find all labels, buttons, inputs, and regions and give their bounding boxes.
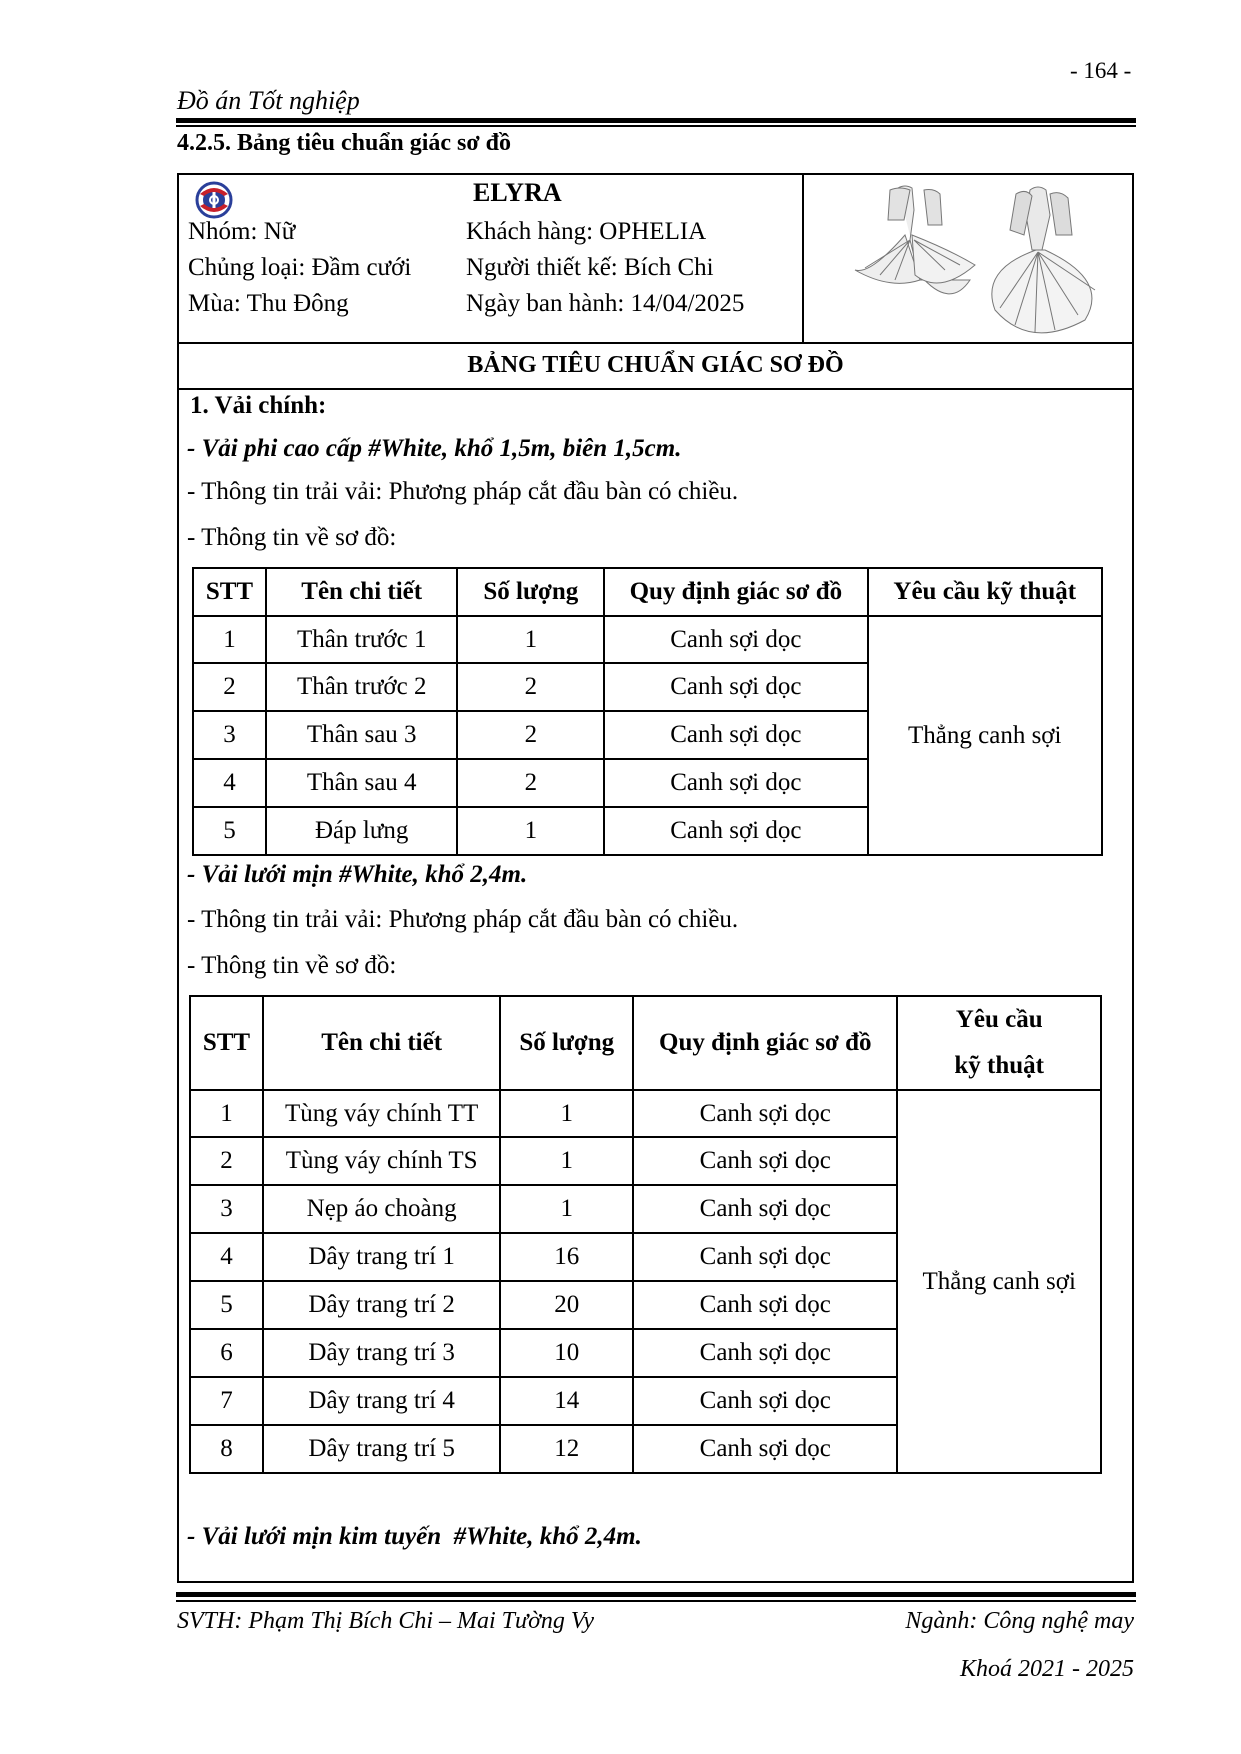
cell-marker-rule: Canh sợi dọc	[604, 663, 867, 711]
column-header-marker-rule: Quy định giác sơ đồ	[633, 996, 897, 1090]
cell-quantity: 16	[500, 1233, 633, 1281]
cell-stt: 7	[190, 1377, 263, 1425]
cell-quantity: 12	[500, 1425, 633, 1473]
page-number: - 164 -	[1070, 58, 1132, 83]
cell-marker-rule: Canh sợi dọc	[633, 1090, 897, 1137]
document-title: Đồ án Tốt nghiệp	[177, 86, 360, 115]
fabric3-title: - Vải lưới mịn kim tuyến #White, khổ 2,4m.	[187, 1523, 642, 1550]
cell-part-name: Dây trang trí 3	[263, 1329, 500, 1377]
field-customer: Khách hàng: OPHELIA	[466, 218, 707, 245]
field-season: Mùa: Thu Đông	[188, 290, 349, 317]
cell-quantity: 1	[500, 1185, 633, 1233]
fabric2-spread-info: - Thông tin trải vải: Phương pháp cắt đầu bàn có chiều.	[187, 906, 739, 933]
header-rule-thin	[176, 125, 1136, 127]
column-header-quantity: Số lượng	[500, 996, 633, 1090]
section-main-fabric: 1. Vải chính:	[190, 392, 327, 419]
cell-stt: 2	[190, 1137, 263, 1185]
cell-quantity: 1	[500, 1090, 633, 1137]
cell-quantity: 1	[457, 807, 604, 855]
cell-stt: 2	[193, 663, 266, 711]
cell-stt: 1	[190, 1090, 263, 1137]
column-header-stt: STT	[193, 568, 266, 616]
cell-stt: 6	[190, 1329, 263, 1377]
cell-stt: 5	[193, 807, 266, 855]
cell-marker-rule: Canh sợi dọc	[633, 1281, 897, 1329]
footer-cohort: Khoá 2021 - 2025	[960, 1656, 1134, 1682]
title-divider-horizontal	[177, 388, 1134, 390]
cell-marker-rule: Canh sợi dọc	[633, 1377, 897, 1425]
table-header-row	[193, 568, 1102, 616]
cell-requirement: Thẳng canh sợi	[897, 1090, 1101, 1473]
dress-sketch-image	[850, 180, 1130, 340]
cell-marker-rule: Canh sợi dọc	[604, 759, 867, 807]
cell-marker-rule: Canh sợi dọc	[604, 711, 867, 759]
cell-quantity: 10	[500, 1329, 633, 1377]
field-category: Chủng loại: Đầm cưới	[188, 254, 412, 281]
footer-rule-thick	[176, 1592, 1136, 1597]
table-header-row	[190, 996, 1101, 1090]
field-designer: Người thiết kế: Bích Chi	[466, 254, 714, 281]
fabric1-title: - Vải phi cao cấp #White, khổ 1,5m, biên 1,5cm.	[187, 435, 682, 462]
cell-stt: 3	[190, 1185, 263, 1233]
cell-part-name: Dây trang trí 1	[263, 1233, 500, 1281]
cell-requirement: Thẳng canh sợi	[868, 616, 1103, 855]
brand-name: ELYRA	[473, 178, 562, 207]
cell-stt: 4	[193, 759, 266, 807]
footer-major: Ngành: Công nghệ may	[905, 1608, 1134, 1634]
field-group: Nhóm: Nữ	[188, 218, 296, 245]
column-header-quantity: Số lượng	[457, 568, 604, 616]
cell-stt: 5	[190, 1281, 263, 1329]
cell-stt: 1	[193, 616, 266, 663]
cell-stt: 3	[193, 711, 266, 759]
field-issue-date: Ngày ban hành: 14/04/2025	[466, 290, 745, 317]
footer-authors: SVTH: Phạm Thị Bích Chi – Mai Tường Vy	[177, 1608, 595, 1634]
fabric2-marker-info: - Thông tin về sơ đồ:	[187, 952, 397, 979]
cell-marker-rule: Canh sợi dọc	[604, 807, 867, 855]
cell-quantity: 14	[500, 1377, 633, 1425]
header-rule-thick	[176, 118, 1136, 123]
cell-quantity: 20	[500, 1281, 633, 1329]
column-header-part-name: Tên chi tiết	[263, 996, 500, 1090]
cell-part-name: Thân trước 2	[266, 663, 458, 711]
cell-stt: 4	[190, 1233, 263, 1281]
table-row	[190, 1090, 1101, 1137]
cell-marker-rule: Canh sợi dọc	[633, 1425, 897, 1473]
cell-marker-rule: Canh sợi dọc	[633, 1233, 897, 1281]
requirement-header-line1: Yêu cầu	[955, 1006, 1043, 1033]
fabric2-table	[189, 995, 1102, 1474]
cell-quantity: 1	[457, 616, 604, 663]
header-divider-vertical	[802, 173, 804, 343]
cell-marker-rule: Canh sợi dọc	[633, 1137, 897, 1185]
cell-part-name: Thân trước 1	[266, 616, 458, 663]
cell-quantity: 1	[500, 1137, 633, 1185]
cell-quantity: 2	[457, 663, 604, 711]
cell-marker-rule: Canh sợi dọc	[633, 1329, 897, 1377]
cell-part-name: Đáp lưng	[266, 807, 458, 855]
cell-quantity: 2	[457, 711, 604, 759]
fabric1-spread-info: - Thông tin trải vải: Phương pháp cắt đầu bàn có chiều.	[187, 478, 739, 505]
requirement-header-line2: kỹ thuật	[954, 1052, 1045, 1079]
cell-part-name: Tùng váy chính TT	[263, 1090, 500, 1137]
section-heading: 4.2.5. Bảng tiêu chuẩn giác sơ đồ	[177, 130, 512, 156]
footer-rule-thin	[176, 1600, 1136, 1602]
fabric2-title: - Vải lưới mịn #White, khổ 2,4m.	[187, 861, 528, 888]
column-header-part-name: Tên chi tiết	[266, 568, 458, 616]
cell-marker-rule: Canh sợi dọc	[604, 616, 867, 663]
school-logo-icon	[192, 180, 236, 220]
cell-part-name: Nẹp áo choàng	[263, 1185, 500, 1233]
column-header-stt: STT	[190, 996, 263, 1090]
cell-part-name: Dây trang trí 2	[263, 1281, 500, 1329]
column-header-marker-rule: Quy định giác sơ đồ	[604, 568, 867, 616]
cell-part-name: Tùng váy chính TS	[263, 1137, 500, 1185]
fabric1-table	[192, 567, 1103, 856]
fabric1-marker-info: - Thông tin về sơ đồ:	[187, 524, 397, 551]
header-divider-horizontal	[177, 342, 1134, 344]
cell-part-name: Dây trang trí 5	[263, 1425, 500, 1473]
cell-part-name: Thân sau 3	[266, 711, 458, 759]
cell-marker-rule: Canh sợi dọc	[633, 1185, 897, 1233]
cell-part-name: Dây trang trí 4	[263, 1377, 500, 1425]
cell-stt: 8	[190, 1425, 263, 1473]
column-header-requirement	[897, 996, 1101, 1090]
cell-quantity: 2	[457, 759, 604, 807]
cell-part-name: Thân sau 4	[266, 759, 458, 807]
table-title: BẢNG TIÊU CHUẨN GIÁC SƠ ĐỒ	[467, 352, 844, 378]
table-row	[193, 616, 1102, 663]
column-header-requirement: Yêu cầu kỹ thuật	[868, 568, 1103, 616]
